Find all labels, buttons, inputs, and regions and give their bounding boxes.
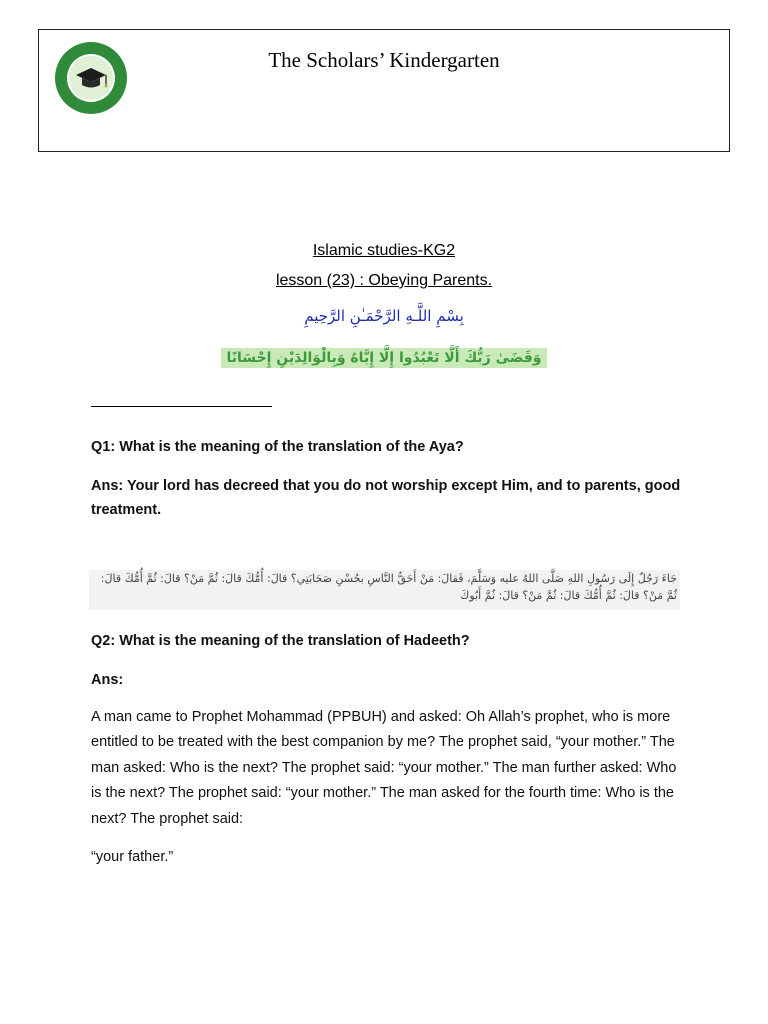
aya-text: وَقَضَىٰ رَبُّكَ أَلَّا تَعْبُدُوا إِلَّا إِيَّاهُ وَبِالْوَالِدَيْنِ إِحْسَانًا <box>221 348 548 368</box>
q1-question: Q1: What is the meaning of the translation of the Aya? <box>91 439 464 455</box>
hadith-text: جَاءَ رَجُلٌ إِلَى رَسُولِ اللهِ صَلَّى اللهُ عليه وَسَلَّمَ، فَقالَ: مَنْ أَحَقُّ النَّاسِ بحُسْنِ صَحَابَتِي؟ قالَ: أُمُّكَ قالَ: ثُمَّ مَنْ؟ قالَ: ثُمَّ أُمُّكَ قالَ: ثُمَّ مَنْ؟ قالَ: ثُمَّ أُمُّكَ قالَ: ثُمَّ مَنْ؟ قالَ: ثُمَّ أَبُوكَ <box>100 572 677 602</box>
lesson-title: lesson (23) : Obeying Parents. <box>275 272 493 289</box>
q2-answer-end: “your father.” <box>91 849 174 865</box>
q2-question: Q2: What is the meaning of the translation of Hadeeth? <box>91 633 470 649</box>
q1-answer: Ans: Your lord has decreed that you do not worship except Him, and to parents, good treatment. <box>91 478 681 518</box>
q2-answer: A man came to Prophet Mohammad (PPBUH) and asked: Oh Allah’s prophet, who is more entitled to be treated with the best companion by me? The prophet said, “your mother.” The man asked: Who is the next? The prophet said: “your mother.” The man further asked: Who is the next? The prophet said: “your mother.” The man asked for the fourth time: Who is the next? The prophet said: <box>91 709 677 827</box>
subject-title: Islamic studies-KG2 <box>312 242 456 259</box>
basmala: بِسْمِ اللَّـهِ الرَّحْمَـٰنِ الرَّحِيمِ <box>304 307 464 325</box>
school-name: The Scholars’ Kindergarten <box>268 48 500 72</box>
aya-container <box>0 348 768 368</box>
header-box <box>38 29 730 152</box>
name-line <box>91 406 272 407</box>
q2-ans-label: Ans: <box>91 672 124 688</box>
